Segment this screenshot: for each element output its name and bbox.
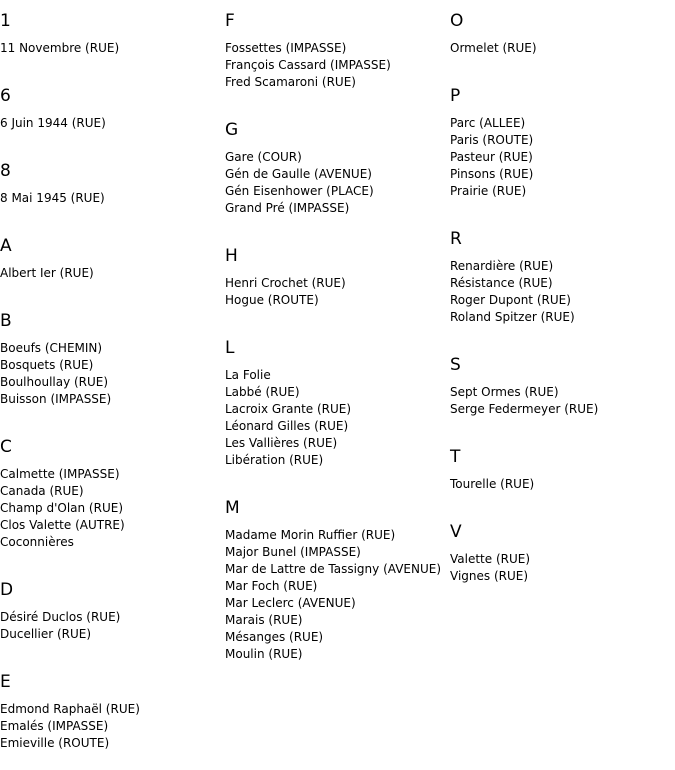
street-link[interactable]: Mar Leclerc (AVENUE) xyxy=(225,596,356,610)
letter-group xyxy=(225,327,450,487)
group-spacer xyxy=(0,408,225,426)
street-link[interactable]: Prairie (RUE) xyxy=(450,184,527,198)
street-link[interactable]: Boeufs (CHEMIN) xyxy=(0,341,103,355)
street-link[interactable]: Gare (COUR) xyxy=(225,150,302,164)
street-link[interactable]: Lacroix Grante (RUE) xyxy=(225,402,352,416)
street-link[interactable]: Désiré Duclos (RUE) xyxy=(0,610,121,624)
letter-group xyxy=(225,0,450,109)
letter-group xyxy=(0,0,225,75)
street-link[interactable]: Serge Federmeyer (RUE) xyxy=(450,402,599,416)
street-link[interactable]: Major Bunel (IMPASSE) xyxy=(225,545,361,559)
letter-group xyxy=(0,300,225,426)
group-spacer xyxy=(0,551,225,569)
street-link[interactable]: Moulin (RUE) xyxy=(225,647,303,661)
section-letter-heading: H xyxy=(225,246,238,266)
street-link[interactable]: Calmette (IMPASSE) xyxy=(0,467,120,481)
section-letter-heading: L xyxy=(225,338,235,358)
street-link[interactable]: Clos Valette (AUTRE) xyxy=(0,518,125,532)
street-link[interactable]: François Cassard (IMPASSE) xyxy=(225,58,391,72)
group-spacer xyxy=(0,643,225,661)
group-spacer xyxy=(450,57,675,75)
group-spacer xyxy=(225,309,450,327)
section-letter-heading: D xyxy=(0,580,14,600)
section-letter-heading: C xyxy=(0,437,12,457)
group-spacer xyxy=(0,752,225,770)
letter-group xyxy=(225,109,450,235)
street-link[interactable]: Sept Ormes (RUE) xyxy=(450,385,559,399)
letter-group xyxy=(0,661,225,770)
group-spacer xyxy=(450,200,675,218)
letter-group xyxy=(0,75,225,150)
group-spacer xyxy=(0,282,225,300)
street-link[interactable]: Fred Scamaroni (RUE) xyxy=(225,75,356,89)
section-letter-heading: V xyxy=(450,522,462,542)
street-link[interactable]: Léonard Gilles (RUE) xyxy=(225,419,349,433)
street-link[interactable]: Ormelet (RUE) xyxy=(450,41,537,55)
street-link[interactable]: Madame Morin Ruffier (RUE) xyxy=(225,528,396,542)
street-link[interactable]: Gén Eisenhower (PLACE) xyxy=(225,184,374,198)
street-link[interactable]: Mar de Lattre de Tassigny (AVENUE) xyxy=(225,562,442,576)
group-spacer xyxy=(450,493,675,511)
section-letter-heading: B xyxy=(0,311,12,331)
group-spacer xyxy=(225,469,450,487)
street-link[interactable]: Pinsons (RUE) xyxy=(450,167,534,181)
street-link[interactable]: Henri Crochet (RUE) xyxy=(225,276,346,290)
street-link[interactable]: Mésanges (RUE) xyxy=(225,630,324,644)
street-index-column-1 xyxy=(0,0,225,770)
letter-group xyxy=(450,436,675,511)
street-link[interactable]: Champ d'Olan (RUE) xyxy=(0,501,123,515)
letter-group xyxy=(450,511,675,603)
section-letter-heading: 1 xyxy=(0,11,11,31)
letter-group xyxy=(0,426,225,569)
section-letter-heading: F xyxy=(225,11,235,31)
street-link[interactable]: Albert Ier (RUE) xyxy=(0,266,94,280)
group-spacer xyxy=(225,91,450,109)
section-letter-heading: S xyxy=(450,355,461,375)
letter-group xyxy=(225,487,450,681)
street-link[interactable]: 8 Mai 1945 (RUE) xyxy=(0,191,105,205)
letter-group xyxy=(450,0,675,75)
section-letter-heading: T xyxy=(450,447,461,467)
street-link[interactable]: Emieville (ROUTE) xyxy=(0,736,110,750)
street-link[interactable]: Parc (ALLEE) xyxy=(450,116,526,130)
section-letter-heading: A xyxy=(0,236,12,256)
street-link[interactable]: La Folie xyxy=(225,368,271,382)
street-link[interactable]: Tourelle (RUE) xyxy=(450,477,535,491)
section-letter-heading: G xyxy=(225,120,239,140)
section-letter-heading: 6 xyxy=(0,86,11,106)
street-link[interactable]: 6 Juin 1944 (RUE) xyxy=(0,116,106,130)
street-link[interactable]: Labbé (RUE) xyxy=(225,385,300,399)
street-link[interactable]: Bosquets (RUE) xyxy=(0,358,94,372)
group-spacer xyxy=(450,585,675,603)
street-link[interactable]: Les Vallières (RUE) xyxy=(225,436,338,450)
street-index-column-3 xyxy=(450,0,675,603)
letter-group xyxy=(450,75,675,218)
street-link[interactable]: Grand Pré (IMPASSE) xyxy=(225,201,350,215)
street-link[interactable]: Hogue (ROUTE) xyxy=(225,293,319,307)
letter-group xyxy=(0,150,225,225)
section-letter-heading: O xyxy=(450,11,464,31)
group-spacer xyxy=(0,57,225,75)
letter-group xyxy=(0,225,225,300)
street-link[interactable]: Canada (RUE) xyxy=(0,484,84,498)
street-link[interactable]: Libération (RUE) xyxy=(225,453,324,467)
street-link[interactable]: Vignes (RUE) xyxy=(450,569,529,583)
street-link[interactable]: Roland Spitzer (RUE) xyxy=(450,310,575,324)
street-link[interactable]: Emalés (IMPASSE) xyxy=(0,719,109,733)
street-link[interactable]: Valette (RUE) xyxy=(450,552,531,566)
street-link[interactable]: Mar Foch (RUE) xyxy=(225,579,318,593)
street-link[interactable]: Fossettes (IMPASSE) xyxy=(225,41,347,55)
group-spacer xyxy=(450,418,675,436)
section-letter-heading: 8 xyxy=(0,161,11,181)
street-link[interactable]: Coconnières xyxy=(0,535,74,549)
group-spacer xyxy=(450,326,675,344)
letter-group xyxy=(450,218,675,344)
street-link[interactable]: Renardière (RUE) xyxy=(450,259,554,273)
street-link[interactable]: Ducellier (RUE) xyxy=(0,627,92,641)
section-letter-heading: R xyxy=(450,229,462,249)
letter-group xyxy=(450,344,675,436)
street-link[interactable]: Pasteur (RUE) xyxy=(450,150,533,164)
street-link[interactable]: Paris (ROUTE) xyxy=(450,133,534,147)
street-link[interactable]: Gén de Gaulle (AVENUE) xyxy=(225,167,372,181)
street-link[interactable]: Résistance (RUE) xyxy=(450,276,553,290)
street-link[interactable]: Buisson (IMPASSE) xyxy=(0,392,112,406)
street-link[interactable]: Edmond Raphaël (RUE) xyxy=(0,702,140,716)
street-link[interactable]: Roger Dupont (RUE) xyxy=(450,293,571,307)
street-link[interactable]: Boulhoullay (RUE) xyxy=(0,375,109,389)
street-link[interactable]: 11 Novembre (RUE) xyxy=(0,41,120,55)
group-spacer xyxy=(225,217,450,235)
street-index-column-2 xyxy=(225,0,450,681)
section-letter-heading: M xyxy=(225,498,240,518)
group-spacer xyxy=(0,207,225,225)
letter-group xyxy=(0,569,225,661)
street-link[interactable]: Marais (RUE) xyxy=(225,613,303,627)
letter-group xyxy=(225,235,450,327)
section-letter-heading: E xyxy=(0,672,11,692)
section-letter-heading: P xyxy=(450,86,461,106)
group-spacer xyxy=(0,132,225,150)
group-spacer xyxy=(225,663,450,681)
